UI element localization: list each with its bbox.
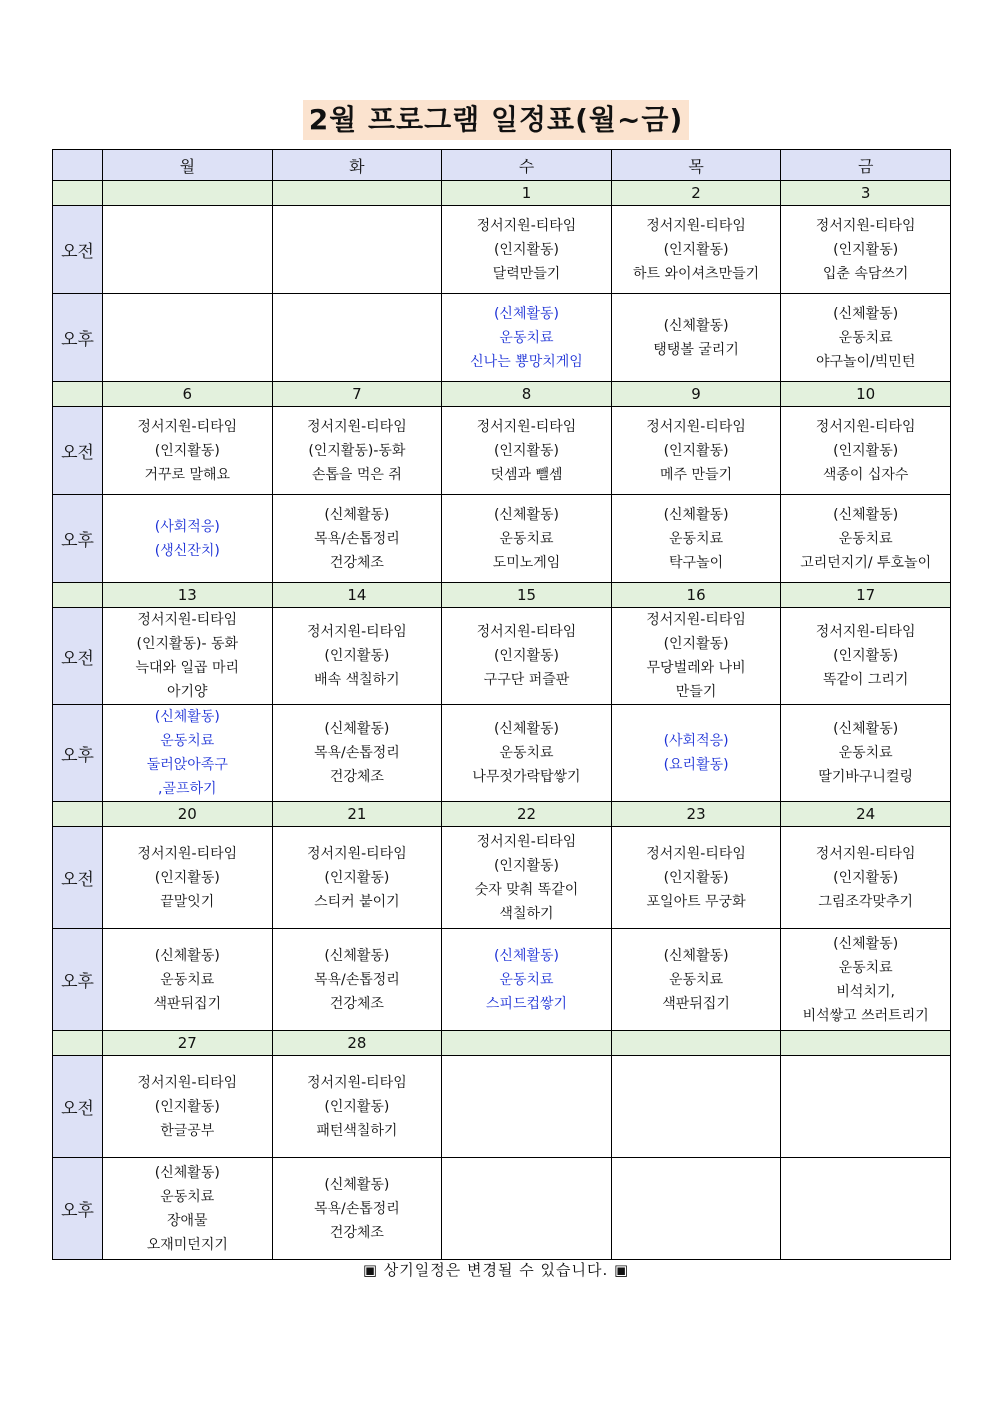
activity-line: 운동치료 (499, 530, 554, 547)
activity-cell (611, 206, 781, 294)
activity-line: 그림조각맞추기 (818, 893, 913, 910)
activity-cell (103, 1158, 273, 1260)
date-cell: 16 (611, 583, 781, 608)
activity-line: 운동치료 (499, 329, 554, 346)
activity-cell (442, 1056, 612, 1158)
activity-line: 탱탱볼 굴리기 (653, 341, 739, 358)
activity-cell (103, 294, 273, 382)
period-label-pm: 오후 (53, 495, 103, 583)
date-cell: 15 (442, 583, 612, 608)
activity-line: (인지활동)-동화 (308, 442, 406, 459)
activity-cell (272, 495, 442, 583)
activity-line: 정서지원-티타임 (137, 612, 238, 628)
date-row-spacer (53, 382, 103, 407)
activity-cell (781, 206, 951, 294)
activity-line: 정서지원-티타임 (646, 418, 746, 435)
activity-line: 운동치료 (160, 971, 215, 988)
activity-line: (신체활동) (663, 947, 729, 964)
activity-line: (신체활동) (663, 506, 729, 523)
activity-cell (442, 1158, 612, 1260)
activity-line: (요리활동) (663, 757, 729, 773)
activity-line: 색종이 십자수 (822, 466, 909, 483)
activity-cell (781, 1158, 951, 1260)
date-cell (272, 181, 442, 206)
activity-line: 덧셈과 뺄셈 (490, 466, 563, 483)
activity-cell (611, 929, 781, 1031)
date-cell: 7 (272, 382, 442, 407)
schedule-body (53, 150, 951, 1260)
morning-row (53, 827, 951, 929)
date-cell: 20 (103, 802, 273, 827)
activity-cell (272, 1056, 442, 1158)
activity-line: 무당벌레와 나비 (646, 660, 746, 676)
activity-cell (272, 407, 442, 495)
activity-line: (사회적응) (663, 733, 729, 749)
activity-line: 운동치료 (499, 971, 554, 988)
activity-line: 정서지원-티타임 (476, 217, 577, 234)
activity-cell (611, 608, 781, 705)
period-label-pm: 오후 (53, 929, 103, 1031)
activity-cell (103, 705, 273, 802)
afternoon-row (53, 929, 951, 1031)
activity-line: 정서지원-티타임 (476, 624, 577, 640)
period-label-pm: 오후 (53, 705, 103, 802)
activity-cell (272, 608, 442, 705)
activity-cell (781, 929, 951, 1031)
activity-line: 정서지원-티타임 (646, 217, 746, 234)
activity-line: (신체활동) (493, 721, 559, 737)
activity-line: 정서지원-티타임 (815, 418, 916, 435)
activity-line: 목욕/손톱정리 (313, 745, 400, 761)
activity-cell (611, 827, 781, 929)
activity-line: 오재미던지기 (146, 1236, 228, 1253)
activity-cell (781, 407, 951, 495)
activity-line: 스티커 붙이기 (314, 893, 400, 910)
activity-line: 정서지원-티타임 (307, 1074, 407, 1091)
morning-row (53, 407, 951, 495)
date-cell: 9 (611, 382, 781, 407)
activity-line: (인지활동) (663, 636, 729, 652)
date-row-spacer (53, 181, 103, 206)
activity-line: (신체활동) (154, 947, 220, 964)
activity-cell (611, 294, 781, 382)
activity-cell (442, 827, 612, 929)
activity-line: 건강체조 (329, 554, 384, 571)
activity-line: (인지활동) (833, 648, 899, 664)
weekday-header-mon: 월 (103, 150, 273, 181)
activity-line: 비석치기, (836, 983, 895, 1000)
activity-cell (272, 294, 442, 382)
weekday-header-wed: 수 (442, 150, 612, 181)
morning-row (53, 206, 951, 294)
activity-line: 운동치료 (160, 1188, 215, 1205)
date-row-spacer (53, 583, 103, 608)
activity-line: (인지활동) (154, 869, 220, 886)
activity-line: 정서지원-티타임 (137, 845, 238, 862)
activity-line: 야구놀이/빅민턴 (815, 353, 916, 370)
activity-cell (442, 608, 612, 705)
activity-line: (신체활동) (493, 947, 559, 964)
activity-line: 운동치료 (838, 329, 893, 346)
activity-line: 정서지원-티타임 (476, 418, 577, 435)
morning-row (53, 1056, 951, 1158)
activity-cell (272, 705, 442, 802)
activity-cell (442, 929, 612, 1031)
activity-line: (인지활동) (833, 869, 899, 886)
date-row (53, 382, 951, 407)
activity-line: 목욕/손톱정리 (313, 530, 400, 547)
activity-cell (442, 495, 612, 583)
date-cell: 14 (272, 583, 442, 608)
activity-cell (442, 294, 612, 382)
activity-line: (인지활동) (663, 241, 729, 258)
activity-cell (611, 1056, 781, 1158)
activity-line: 끝말잇기 (160, 893, 215, 910)
activity-cell (781, 495, 951, 583)
period-label-am: 오전 (53, 407, 103, 495)
activity-line: (인지활동) (833, 442, 899, 459)
activity-line: (신체활동) (493, 305, 559, 322)
activity-line: (인지활동)- 동화 (136, 636, 239, 652)
activity-cell (781, 608, 951, 705)
activity-line: (인지활동) (324, 869, 390, 886)
date-row (53, 802, 951, 827)
header-corner (53, 150, 103, 181)
activity-line: 거꾸로 말해요 (144, 466, 231, 483)
activity-line: (생신잔치) (154, 542, 220, 559)
activity-cell (103, 407, 273, 495)
period-label-pm: 오후 (53, 1158, 103, 1260)
activity-line: 운동치료 (669, 530, 724, 547)
afternoon-row (53, 294, 951, 382)
title-area (0, 100, 992, 140)
activity-line: (인지활동) (493, 442, 559, 459)
activity-line: 정서지원-티타임 (646, 845, 746, 862)
date-cell: 22 (442, 802, 612, 827)
activity-cell (442, 705, 612, 802)
weekday-header-fri: 금 (781, 150, 951, 181)
date-cell: 13 (103, 583, 273, 608)
activity-cell (781, 705, 951, 802)
activity-line: 정서지원-티타임 (137, 1074, 238, 1091)
activity-cell (611, 1158, 781, 1260)
activity-line: 정서지원-티타임 (646, 612, 746, 628)
activity-line: 메주 만들기 (660, 466, 733, 483)
activity-line: 늑대와 일곱 마리 (135, 660, 240, 676)
activity-line: 정서지원-티타임 (307, 624, 407, 640)
activity-cell (781, 827, 951, 929)
afternoon-row (53, 705, 951, 802)
activity-line: (인지활동) (154, 442, 220, 459)
activity-line: 손톱을 먹은 쥐 (311, 466, 402, 483)
activity-line: 비석쌓고 쓰러트리기 (802, 1007, 929, 1024)
activity-cell (272, 929, 442, 1031)
date-cell: 24 (781, 802, 951, 827)
activity-line: 색판뒤집기 (662, 995, 730, 1012)
schedule-table (52, 149, 951, 1260)
date-cell: 6 (103, 382, 273, 407)
activity-line: (인지활동) (663, 442, 729, 459)
activity-line: 패턴색칠하기 (316, 1122, 398, 1139)
activity-line: 입춘 속담쓰기 (822, 265, 909, 282)
activity-line: (인지활동) (663, 869, 729, 886)
activity-line: (인지활동) (154, 1098, 220, 1115)
activity-line: 고리던지기/ 투호놀이 (800, 554, 932, 571)
activity-line: (신체활동) (493, 506, 559, 523)
activity-line: 운동치료 (838, 745, 893, 761)
period-label-am: 오전 (53, 827, 103, 929)
activity-line: 포일아트 무궁화 (646, 893, 746, 910)
date-row (53, 181, 951, 206)
activity-line: 정서지원-티타임 (815, 624, 916, 640)
date-cell (442, 1031, 612, 1056)
activity-cell (103, 929, 273, 1031)
activity-line: 목욕/손톱정리 (313, 1200, 400, 1217)
activity-line: 운동치료 (160, 733, 215, 749)
activity-line: 만들기 (675, 684, 717, 700)
activity-line: 정서지원-티타임 (307, 845, 407, 862)
activity-line: (신체활동) (833, 506, 899, 523)
activity-line: (신체활동) (663, 317, 729, 334)
activity-line: (신체활동) (154, 709, 220, 725)
activity-cell (103, 495, 273, 583)
weekday-header-row (53, 150, 951, 181)
weekday-header-thu: 목 (611, 150, 781, 181)
date-cell (103, 181, 273, 206)
activity-cell (272, 1158, 442, 1260)
activity-line: 숫자 맞춰 똑같이 (474, 881, 579, 898)
activity-cell (103, 1056, 273, 1158)
period-label-am: 오전 (53, 206, 103, 294)
activity-line: 운동치료 (838, 530, 893, 547)
activity-line: (신체활동) (324, 506, 390, 523)
activity-cell (781, 1056, 951, 1158)
activity-line: 운동치료 (499, 745, 554, 761)
date-row-spacer (53, 802, 103, 827)
activity-cell (442, 206, 612, 294)
date-cell: 3 (781, 181, 951, 206)
activity-line: 건강체조 (329, 1224, 384, 1241)
activity-line: (인지활동) (324, 648, 390, 664)
period-label-am: 오전 (53, 1056, 103, 1158)
activity-line: ,골프하기 (158, 781, 217, 797)
activity-line: 운동치료 (838, 959, 893, 976)
activity-line: (인지활동) (324, 1098, 390, 1115)
date-row (53, 1031, 951, 1056)
activity-line: 탁구놀이 (669, 554, 724, 571)
date-cell: 23 (611, 802, 781, 827)
activity-cell (611, 407, 781, 495)
activity-line: (인지활동) (493, 241, 559, 258)
date-cell: 2 (611, 181, 781, 206)
activity-cell (103, 827, 273, 929)
activity-cell (272, 206, 442, 294)
activity-line: 둘러앉아족구 (146, 757, 228, 773)
footer-note: ▣ 상기일정은 변경될 수 있습니다. ▣ (362, 1261, 630, 1279)
activity-line: (신체활동) (833, 305, 899, 322)
activity-line: (인지활동) (493, 857, 559, 874)
activity-line: (신체활동) (154, 1164, 220, 1181)
activity-line: 하트 와이셔츠만들기 (632, 265, 760, 282)
date-cell (611, 1031, 781, 1056)
afternoon-row (53, 1158, 951, 1260)
activity-cell (103, 206, 273, 294)
activity-line: 정서지원-티타임 (815, 217, 916, 234)
date-cell: 8 (442, 382, 612, 407)
morning-row (53, 608, 951, 705)
activity-line: 도미노게임 (492, 554, 561, 571)
date-row (53, 583, 951, 608)
activity-line: 정서지원-티타임 (307, 418, 407, 435)
weekday-header-tue: 화 (272, 150, 442, 181)
period-label-am: 오전 (53, 608, 103, 705)
activity-cell (272, 827, 442, 929)
date-cell: 28 (272, 1031, 442, 1056)
activity-line: (신체활동) (324, 947, 390, 964)
activity-line: (인지활동) (493, 648, 559, 664)
date-cell (781, 1031, 951, 1056)
activity-line: 건강체조 (329, 995, 384, 1012)
activity-line: 정서지원-티타임 (137, 418, 238, 435)
activity-line: 장애물 (167, 1212, 208, 1229)
date-cell: 21 (272, 802, 442, 827)
activity-line: (신체활동) (324, 721, 390, 737)
activity-line: 똑같이 그리기 (822, 672, 909, 688)
date-cell: 17 (781, 583, 951, 608)
activity-line: (신체활동) (833, 721, 899, 737)
activity-line: 배속 색칠하기 (314, 672, 400, 688)
date-cell: 10 (781, 382, 951, 407)
date-row-spacer (53, 1031, 103, 1056)
activity-line: (신체활동) (833, 935, 899, 952)
activity-line: 한글공부 (160, 1122, 215, 1139)
activity-line: 색판뒤집기 (153, 995, 222, 1012)
activity-line: 목욕/손톱정리 (313, 971, 400, 988)
activity-line: 정서지원-티타임 (476, 833, 577, 850)
period-label-pm: 오후 (53, 294, 103, 382)
activity-cell (611, 495, 781, 583)
activity-line: 정서지원-티타임 (815, 845, 916, 862)
activity-cell (611, 705, 781, 802)
activity-line: 딸기바구니컬링 (818, 769, 913, 785)
activity-cell (781, 294, 951, 382)
date-cell: 1 (442, 181, 612, 206)
activity-cell (103, 608, 273, 705)
activity-line: (신체활동) (324, 1176, 390, 1193)
activity-line: 신나는 뿅망치게임 (470, 353, 583, 370)
activity-line: 색칠하기 (499, 905, 554, 922)
activity-line: (인지활동) (833, 241, 899, 258)
activity-line: 나무젓가락탑쌓기 (472, 769, 581, 785)
activity-line: 달력만들기 (492, 265, 561, 282)
activity-line: (사회적응) (154, 518, 220, 535)
activity-line: 구구단 퍼즐판 (483, 672, 570, 688)
activity-line: 아기양 (167, 684, 208, 700)
page-title: 2월 프로그램 일정표(월~금) (303, 100, 690, 140)
activity-line: 스피드컵쌓기 (485, 995, 568, 1012)
activity-line: 운동치료 (669, 971, 724, 988)
afternoon-row (53, 495, 951, 583)
date-cell: 27 (103, 1031, 273, 1056)
activity-line: 건강체조 (329, 769, 384, 785)
activity-cell (442, 407, 612, 495)
